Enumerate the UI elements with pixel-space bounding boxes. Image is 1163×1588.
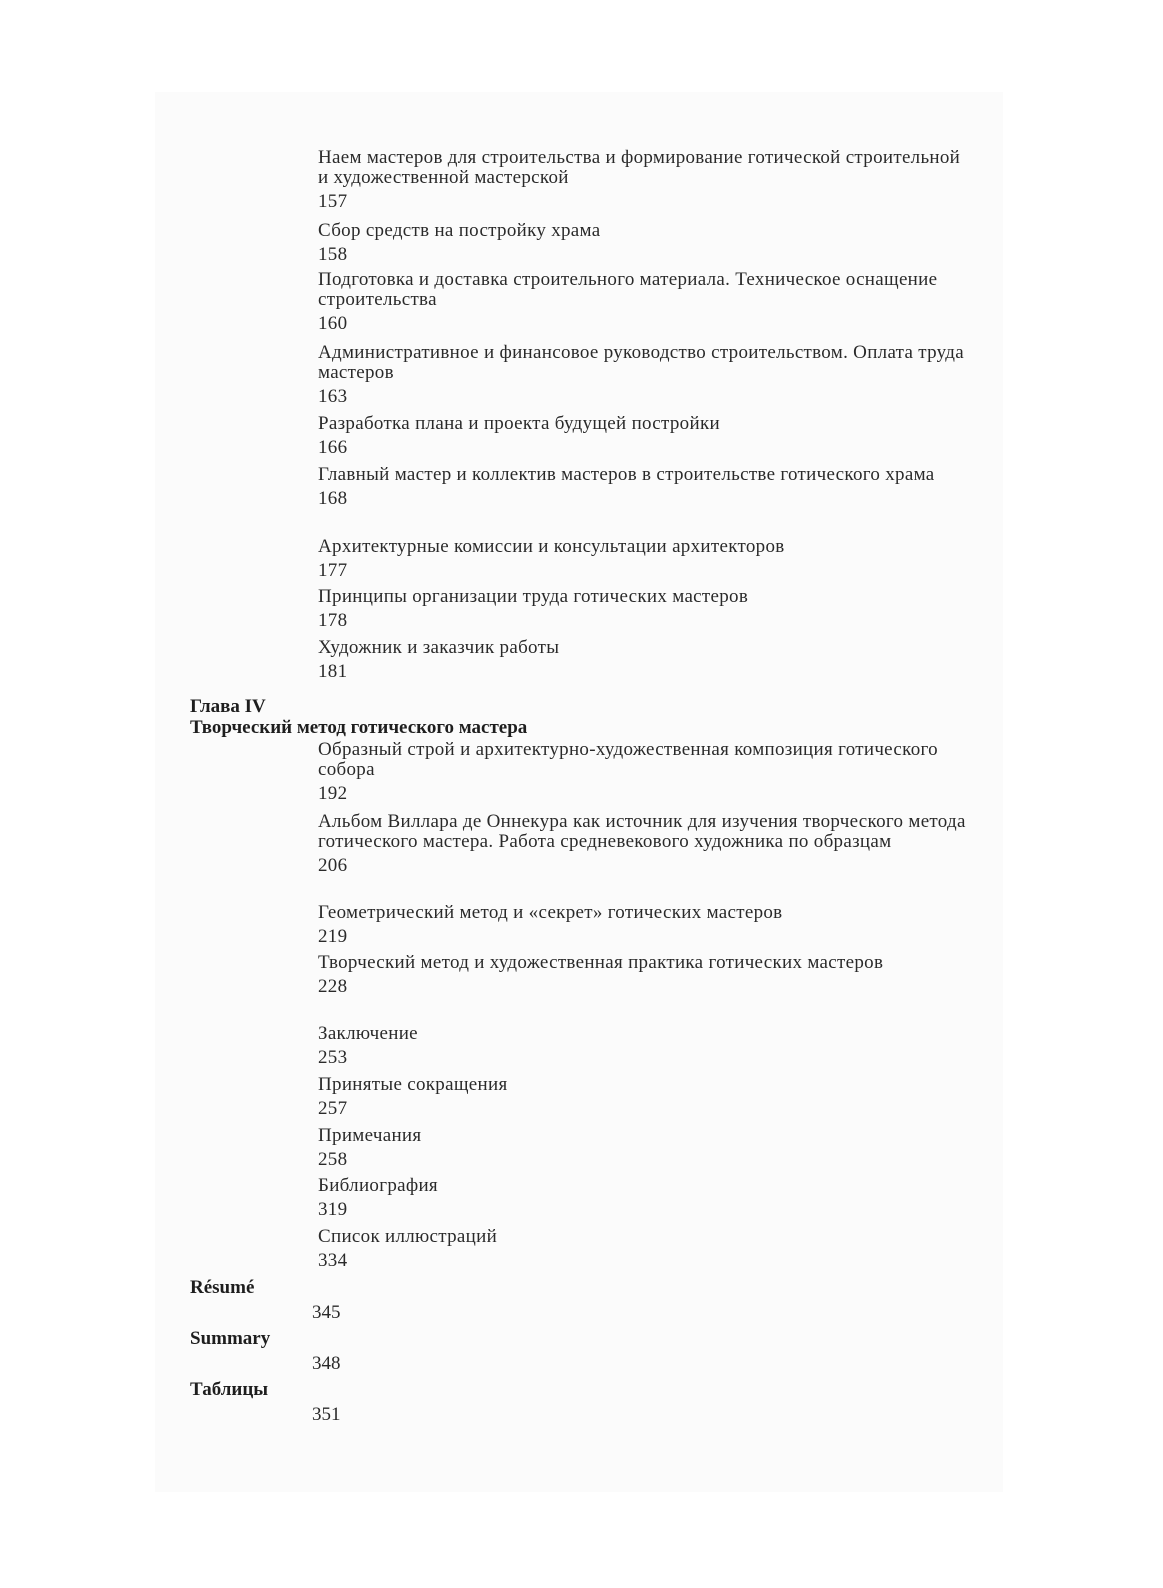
toc-entry-title: Принципы организации труда готических мастеров	[318, 586, 749, 607]
toc-entry-page: 257	[318, 1098, 348, 1119]
toc-entry-page: 334	[318, 1250, 348, 1271]
toc-entry-title: Принятые сокращения	[318, 1074, 508, 1095]
toc-entry	[318, 270, 968, 334]
toc-entry	[318, 221, 968, 265]
toc-entry-page: 160	[318, 313, 348, 334]
back-matter-title: Summary	[190, 1328, 271, 1349]
toc-entry	[318, 740, 968, 804]
back-matter-title: Résumé	[190, 1277, 255, 1298]
toc-entry	[318, 1176, 968, 1220]
toc-entry-page: 178	[318, 610, 348, 631]
toc-entry	[318, 903, 968, 947]
toc-entry-page: 168	[318, 488, 348, 509]
toc-entry-page: 192	[318, 783, 348, 804]
toc-entry	[318, 414, 968, 458]
toc-entry	[318, 1227, 968, 1271]
toc-entry-title: Сбор средств на постройку храма	[318, 220, 601, 241]
toc-entry-title: Примечания	[318, 1125, 422, 1146]
toc-entry-title: Административное и финансовое руководство строительством. Оплата труда мастеров	[318, 342, 964, 383]
chapter-title: Творческий метод готического мастера	[190, 717, 528, 738]
toc-entry	[318, 587, 968, 631]
back-matter-title: Таблицы	[190, 1379, 269, 1400]
toc-entry-page: 177	[318, 560, 348, 581]
toc-entry-page: 219	[318, 926, 348, 947]
toc-entry-title: Геометрический метод и «секрет» готических мастеров	[318, 902, 783, 923]
toc-entry	[318, 1075, 968, 1119]
toc-entry	[318, 148, 968, 212]
toc-entry	[318, 537, 968, 581]
back-matter-page: 348	[312, 1353, 341, 1374]
toc-entry-page: 166	[318, 437, 348, 458]
toc-entry-page: 158	[318, 244, 348, 265]
toc-entry-title: Библиография	[318, 1175, 438, 1196]
toc-entry-page: 253	[318, 1047, 348, 1068]
toc-entry-page: 228	[318, 976, 348, 997]
toc-entry-page: 163	[318, 386, 348, 407]
toc-entry-title: Художник и заказчик работы	[318, 637, 560, 658]
back-matter-page: 351	[312, 1404, 341, 1425]
toc-entry	[318, 812, 968, 876]
toc-entry	[318, 953, 968, 997]
toc-entry	[318, 1024, 968, 1068]
toc-entry-title: Подготовка и доставка строительного материала. Техническое оснащение строительства	[318, 269, 938, 310]
toc-entry	[318, 638, 968, 682]
toc-entry	[318, 343, 968, 407]
toc-entry-title: Творческий метод и художественная практика готических мастеров	[318, 952, 884, 973]
toc-entry-title: Заключение	[318, 1023, 418, 1044]
toc-entry-title: Образный строй и архитектурно-художественная композиция готического собора	[318, 739, 938, 780]
toc-entry	[318, 1126, 968, 1170]
toc-entry-page: 206	[318, 855, 348, 876]
toc-entry-page: 157	[318, 191, 348, 212]
toc-entry-title: Архитектурные комиссии и консультации архитекторов	[318, 536, 785, 557]
chapter-label: Глава IV	[190, 696, 266, 717]
toc-entry-title: Наем мастеров для строительства и формирование готической строительной и художественной мастерской	[318, 147, 961, 188]
toc-entry-title: Главный мастер и коллектив мастеров в строительстве готического храма	[318, 464, 935, 485]
toc-entry-page: 258	[318, 1149, 348, 1170]
toc-entry	[318, 465, 968, 509]
toc-entry-page: 181	[318, 661, 348, 682]
toc-entry-title: Альбом Виллара де Оннекура как источник для изучения творческого метода готического мастера. Работа средневекового художника по образцам	[318, 811, 966, 852]
toc-entry-title: Разработка плана и проекта будущей постройки	[318, 413, 720, 434]
toc-entry-page: 319	[318, 1199, 348, 1220]
back-matter-page: 345	[312, 1302, 341, 1323]
toc-entry-title: Список иллюстраций	[318, 1226, 498, 1247]
